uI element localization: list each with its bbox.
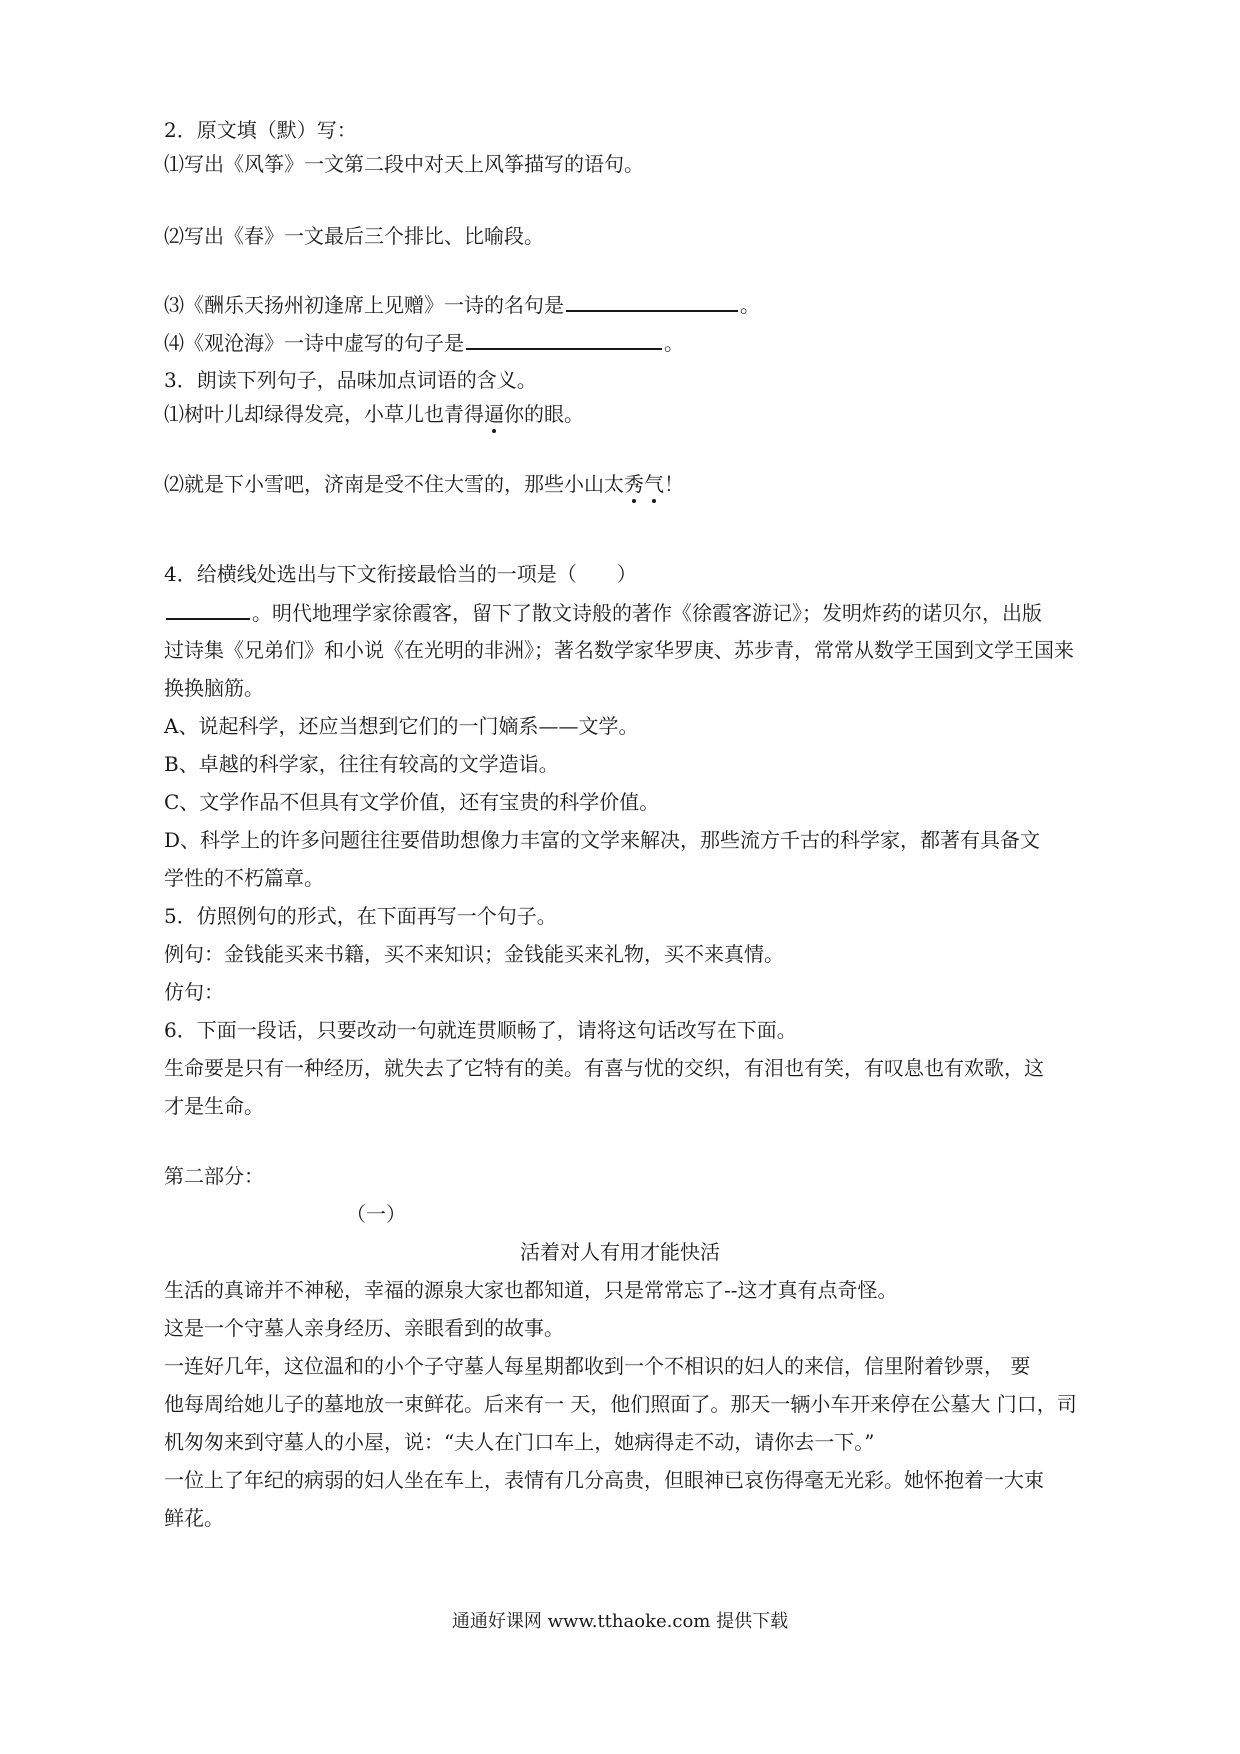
article-paragraph-2: 这是一个守墓人亲身经历、亲眼看到的故事。 — [164, 1316, 564, 1340]
q6-passage-line-1: 生命要是只有一种经历，就失去了它特有的美。有喜与忧的交织，有泪也有笑，有叹息也有欢歌，这 — [164, 1056, 1044, 1080]
q4-option-d-cont: 学性的不朽篇章。 — [164, 866, 324, 890]
answer-blank[interactable] — [166, 598, 250, 620]
q4-option-d: D、科学上的许多问题往往要借助想像力丰富的文学来解决，那些流方千古的科学家，都著有具备文 — [164, 828, 1041, 852]
part2-heading: 第二部分： — [164, 1164, 264, 1188]
answer-blank[interactable] — [566, 290, 738, 312]
article-paragraph-3-cont-2: 机匆匆来到守墓人的小屋，说：“夫人在门口车上，她病得走不动，请你去一下。” — [164, 1430, 875, 1454]
q3-item-2 — [164, 470, 684, 498]
q2-item-4-text: ⑷《观沧海》一诗中虚写的句子是 — [164, 331, 464, 355]
q6-title: 6．下面一段话，只要改动一句就连贯顺畅了，请将这句话改写在下面。 — [164, 1018, 797, 1042]
q3-item-2-end: ！ — [664, 472, 684, 496]
q2-item-4 — [164, 328, 684, 357]
q4-passage-text: 。明代地理学家徐霞客，留下了散文诗般的著作《徐霞客游记》；发明炸药的诺贝尔，出版 — [252, 601, 1042, 625]
dotted-word: 秀 — [624, 472, 644, 496]
article-paragraph-4-cont: 鲜花。 — [164, 1506, 224, 1530]
q4-option-c: C、文学作品不但具有文学价值，还有宝贵的科学价值。 — [164, 790, 660, 814]
q2-item-3-end: 。 — [740, 293, 760, 317]
q4-passage-line-2: 过诗集《兄弟们》和小说《在光明的非洲》；著名数学家华罗庚、苏步青，常常从数学王国到文学王国来 — [164, 638, 1074, 662]
q5-imitate: 仿句： — [164, 980, 224, 1004]
q5-title: 5．仿照例句的形式，在下面再写一个句子。 — [164, 904, 557, 928]
q2-item-3-text: ⑶《酬乐天扬州初逢席上见赠》一诗的名句是 — [164, 293, 564, 317]
q3-title: 3．朗读下列句子，品味加点词语的含义。 — [164, 368, 537, 392]
q2-item-4-end: 。 — [664, 331, 684, 355]
article-title: 活着对人有用才能快活 — [520, 1240, 720, 1264]
q2-item-2: ⑵写出《春》一文最后三个排比、比喻段。 — [164, 224, 544, 248]
q4-title: 4．给横线处选出与下文衔接最恰当的一项是（ ） — [164, 562, 637, 586]
q4-option-a: A、说起科学，还应当想到它们的一门嫡系——文学。 — [164, 714, 639, 738]
q3-item-1-text: ⑴树叶儿却绿得发亮，小草儿也青得 — [164, 402, 484, 426]
dotted-word: 气 — [644, 472, 664, 496]
q5-example: 例句：金钱能买来书籍，买不来知识；金钱能买来礼物，买不来真情。 — [164, 942, 784, 966]
article-paragraph-1: 生活的真谛并不神秘，幸福的源泉大家也都知道，只是常常忘了--这才真有点奇怪。 — [164, 1278, 898, 1302]
article-paragraph-3: 一连好几年，这位温和的小个子守墓人每星期都收到一个不相识的妇人的来信，信里附着钞票， 要 — [164, 1354, 1031, 1378]
q2-title: 2．原文填（默）写： — [164, 118, 357, 142]
q3-item-1-end: 你的眼。 — [504, 402, 584, 426]
page-footer: 通通好课网 www.tthaoke.com 提供下载 — [451, 1611, 789, 1632]
q6-passage-line-2: 才是生命。 — [164, 1094, 264, 1118]
q3-item-1 — [164, 400, 584, 428]
q4-option-b: B、卓越的科学家，往往有较高的文学造诣。 — [164, 752, 559, 776]
q2-item-1: ⑴写出《风筝》一文第二段中对天上风筝描写的语句。 — [164, 152, 644, 176]
article-paragraph-3-cont: 他每周给她儿子的墓地放一束鲜花。后来有一 天，他们照面了。那天一辆小车开来停在公墓大 门口，司 — [164, 1392, 1077, 1416]
answer-blank[interactable] — [466, 328, 662, 350]
q3-item-2-text: ⑵就是下小雪吧，济南是受不住大雪的，那些小山太 — [164, 472, 624, 496]
q4-passage-line-1 — [164, 598, 1042, 627]
dotted-word: 逼 — [484, 402, 504, 426]
q4-passage-line-3: 换换脑筋。 — [164, 676, 264, 700]
q2-item-3 — [164, 290, 760, 319]
article-paragraph-4: 一位上了年纪的病弱的妇人坐在车上，表情有几分高贵，但眼神已哀伤得毫无光彩。她怀抱着一大束 — [164, 1468, 1044, 1492]
part2-section-number: （一） — [346, 1202, 406, 1226]
